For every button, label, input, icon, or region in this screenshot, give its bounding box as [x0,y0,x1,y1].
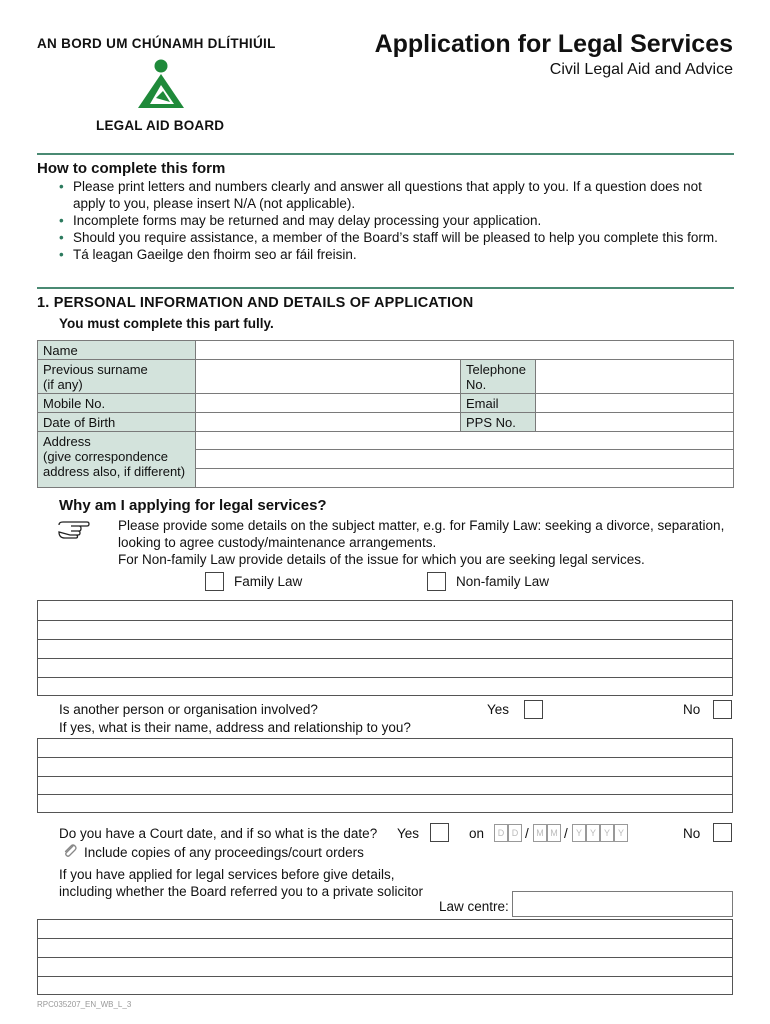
court-date-year-1[interactable]: Y [572,824,586,842]
non-family-law-checkbox[interactable] [427,572,446,591]
section-divider [37,287,734,289]
dob-label: Date of Birth [37,412,196,432]
court-no-checkbox[interactable] [713,823,732,842]
date-separator: / [525,826,529,841]
court-date-year-4[interactable]: Y [614,824,628,842]
instruction-item: • Tá leagan Gaeilge den fhoirm seo ar fáil freisin. [57,246,737,263]
previous-surname-label: Previous surname (if any) [37,359,196,394]
other-person-no-label: No [683,702,701,717]
pointing-hand-icon [57,519,91,539]
ruled-line [38,620,732,621]
instruction-item: • Should you require assistance, a member of the Board’s staff will be pleased to help you complete this form. [57,229,737,246]
previous-applications-question: If you have applied for legal services before give details, including whether the Board referred you to a private solicitor [59,867,423,899]
address-line-2[interactable] [195,449,734,469]
subject-details-box[interactable] [37,600,733,696]
header-divider [37,153,734,155]
name-field[interactable] [195,340,734,360]
date-separator: / [564,826,568,841]
court-date-year-3[interactable]: Y [600,824,614,842]
ruled-line [38,757,732,758]
why-nonfamily-instructions: For Non-family Law provide details of the issue for which you are seeking legal services. [118,552,645,567]
legal-aid-board-logo [136,58,186,110]
address-line-1[interactable] [195,431,734,450]
law-centre-field[interactable] [512,891,733,917]
court-note: Include copies of any proceedings/court orders [84,845,364,860]
address-label: Address (give correspondence address also, if different) [37,431,196,488]
previous-details-box[interactable] [37,919,733,995]
other-person-yes-label: Yes [487,702,510,717]
ruled-line [38,938,732,939]
address-line-3[interactable] [195,468,734,488]
why-heading: Why am I applying for legal services? [59,497,327,514]
form-title: Application for Legal Services [374,30,733,58]
non-family-law-label: Non-family Law [456,574,550,589]
ruled-line [38,794,732,795]
pps-label: PPS No. [460,412,536,432]
court-on-label: on [469,826,485,841]
court-no-label: No [683,826,701,841]
org-name: LEGAL AID BOARD [96,118,225,133]
court-date-year-2[interactable]: Y [586,824,600,842]
other-person-no-checkbox[interactable] [713,700,732,719]
name-label: Name [37,340,196,360]
other-person-question: Is another person or organisation involved? [59,702,318,717]
telephone-field[interactable] [535,359,734,394]
court-yes-label: Yes [397,826,420,841]
ruled-line [38,639,732,640]
family-law-label: Family Law [234,574,303,589]
instruction-item: • Please print letters and numbers clearly and answer all questions that apply to you. If a question does not apply to you, please insert N/A (not applicable). [57,178,737,212]
other-person-yes-checkbox[interactable] [524,700,543,719]
dob-field[interactable] [195,412,461,432]
court-date-month-2[interactable]: M [547,824,561,842]
mobile-label: Mobile No. [37,393,196,413]
court-date-day-2[interactable]: D [508,824,522,842]
section1-subtitle: You must complete this part fully. [59,316,274,331]
ruled-line [38,776,732,777]
ruled-line [38,957,732,958]
form-subtitle: Civil Legal Aid and Advice [549,61,733,78]
email-field[interactable] [535,393,734,413]
court-date-day-1[interactable]: D [494,824,508,842]
instructions-heading: How to complete this form [37,160,226,177]
instructions-list [57,178,737,263]
law-centre-label: Law centre: [439,899,509,914]
court-yes-checkbox[interactable] [430,823,449,842]
previous-surname-field[interactable] [195,359,461,394]
email-label: Email [460,393,536,413]
instruction-item: • Incomplete forms may be returned and may delay processing your application. [57,212,737,229]
other-person-details-box[interactable] [37,738,733,813]
section1-title: 1. PERSONAL INFORMATION AND DETAILS OF APPLICATION [37,295,474,311]
other-person-followup: If yes, what is their name, address and relationship to you? [59,720,411,735]
court-date-month-1[interactable]: M [533,824,547,842]
mobile-field[interactable] [195,393,461,413]
pps-field[interactable] [535,412,734,432]
paperclip-icon [62,843,78,859]
court-question: Do you have a Court date, and if so what is the date? [59,826,378,841]
ruled-line [38,976,732,977]
ruled-line [38,658,732,659]
form-code: RPC035207_EN_WB_L_3 [37,1000,132,1009]
irish-org-name: AN BORD UM CHÚNAMH DLÍTHIÚIL [37,36,276,51]
telephone-label: Telephone No. [460,359,536,394]
ruled-line [38,677,732,678]
family-law-checkbox[interactable] [205,572,224,591]
why-instructions: Please provide some details on the subject matter, e.g. for Family Law: seeking a divorce, separation, looking to agree custody/maintenance arrangements. [118,518,725,550]
